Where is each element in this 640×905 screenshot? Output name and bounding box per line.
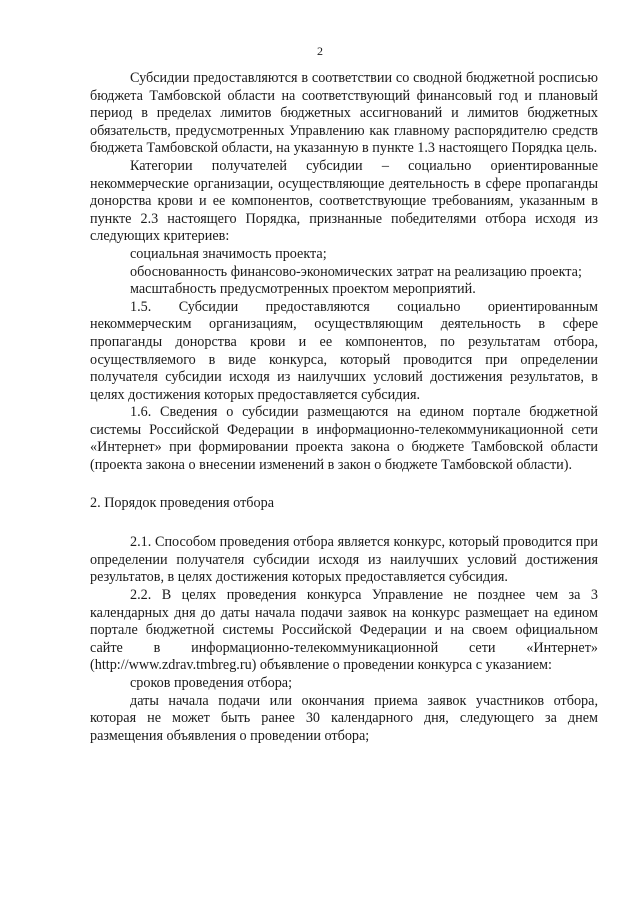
paragraph: обоснованность финансово-экономических затрат на реализацию проекта; <box>130 263 582 280</box>
paragraph: даты начала подачи или окончания приема заявок участников отбора, которая не может быть ранее 30 календарного дня, следующего за днем размещения объявления о проведении отбора; <box>90 692 598 744</box>
section-heading: 2. Порядок проведения отбора <box>90 494 274 511</box>
document-body <box>90 70 598 745</box>
paragraph-1-6: 1.6. Сведения о субсидии размещаются на едином портале бюджетной системы Российской Федерации в информационно-телекоммуникационной сети «Интернет» при формировании проекта закона о бюджете Тамбовской области (проекта закона о внесении изменений в закон о бюджете Тамбовской области). <box>90 404 598 474</box>
paragraph: Субсидии предоставляются в соответствии со сводной бюджетной росписью бюджета Тамбовской области на соответствующий финансовый год и плановый период в пределах лимитов бюджетных ассигнований и лимитов бюджетных обязательств, предусмотренных Управлению как главному распорядителю средств бюджета Тамбовской области, на указанную в пункте 1.3 настоящего Порядка цель. <box>90 70 598 157</box>
paragraph: социальная значимость проекта; <box>130 245 327 262</box>
paragraph-1-5: 1.5. Субсидии предоставляются социально ориентированным некоммерческим организациям, осуществляющим деятельность в сфере пропаганды донорства крови и ее компонентов, по результатам отбора, осуществляемого в виде конкурса, который проводится при определении получателя субсидии исходя из наилучших условий достижения результатов, в целях достижения которых предоставляется субсидия. <box>90 298 598 403</box>
page-number: 2 <box>317 44 323 58</box>
paragraph: Категории получателей субсидии – социально ориентированные некоммерческие организации, осуществляющие деятельность в сфере пропаганды донорства крови и ее компонентов, соответствующие требованиям, указанным в пункте 2.3 настоящего Порядка, признанные победителями отбора исходя из следующих критериев: <box>90 157 598 245</box>
paragraph: масштабность предусмотренных проектом мероприятий. <box>130 281 476 298</box>
paragraph-2-2: 2.2. В целях проведения конкурса Управление не позднее чем за 3 календарных дня до даты начала подачи заявок на конкурс размещает на едином портале бюджетной системы Российской Федерации и на своем официальном сайте в информационно-телекоммуникационной сети «Интернет» (http://www.zdrav.tmbreg.ru) объявление о проведении конкурса с указанием: <box>90 587 598 674</box>
paragraph-2-1: 2.1. Способом проведения отбора является конкурс, который проводится при определении получателя субсидии исходя из наилучших условий достижения результатов, в целях достижения которых предоставляется субсидия. <box>90 534 598 586</box>
paragraph: сроков проведения отбора; <box>130 675 293 691</box>
